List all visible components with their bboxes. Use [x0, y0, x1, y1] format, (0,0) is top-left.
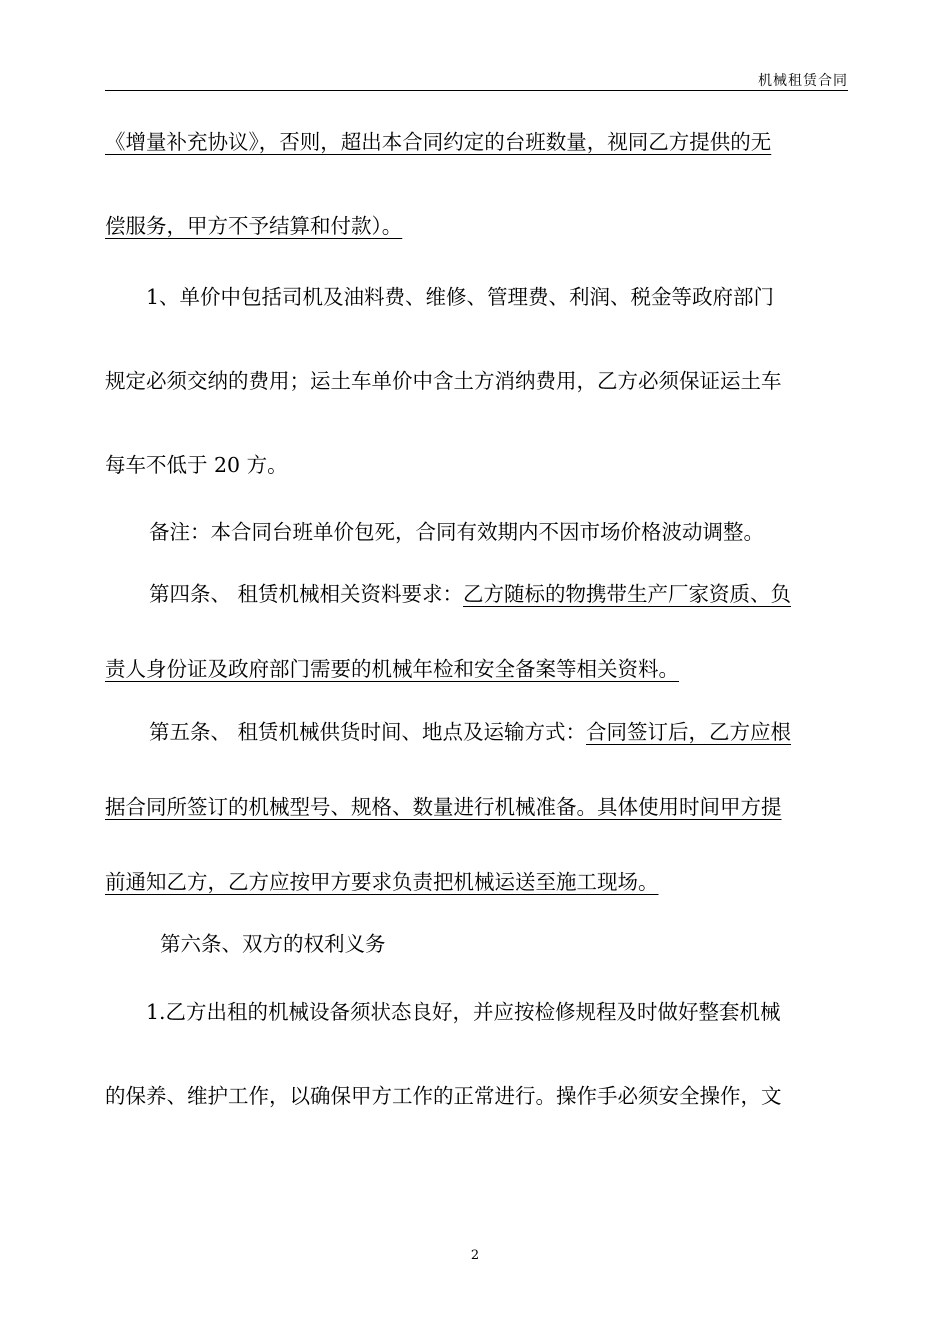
body-line-10: 据合同所签订的机械型号、规格、数量进行机械准备。具体使用时间甲方提: [105, 795, 782, 819]
header-title: 机械租赁合同: [758, 73, 848, 89]
body-line-2: 偿服务，甲方不予结算和付款）。: [105, 214, 403, 238]
article-4-label: 第四条、 租赁机械相关资料要求：: [149, 582, 464, 606]
body-line-7: [149, 580, 791, 608]
article-4-text: 乙方随标的物携带生产厂家资质、负: [463, 582, 792, 606]
body-line-1: 《增量补充协议》，否则，超出本合同约定的台班数量，视同乙方提供的无: [105, 130, 772, 154]
article-5-label: 第五条、 租赁机械供货时间、地点及运输方式：: [149, 720, 587, 744]
header-rule: [105, 90, 848, 91]
body-line-9: [149, 718, 791, 746]
body-line-13: 1.乙方出租的机械设备须状态良好，并应按检修规程及时做好整套机械: [146, 1000, 781, 1024]
body-line-4: 规定必须交纳的费用；运土车单价中含土方消纳费用，乙方必须保证运土车: [105, 369, 782, 393]
body-line-8: 责人身份证及政府部门需要的机械年检和安全备案等相关资料。: [105, 657, 679, 681]
body-line-5: 每车不低于 20 方。: [105, 453, 288, 477]
body-line-3: 1、单价中包括司机及油料费、维修、管理费、利润、税金等政府部门: [146, 285, 775, 309]
body-line-14: 的保养、维护工作，以确保甲方工作的正常进行。操作手必须安全操作，文: [105, 1084, 782, 1108]
body-line-11: 前通知乙方，乙方应按甲方要求负责把机械运送至施工现场。: [105, 870, 659, 894]
page-number: 2: [470, 1248, 480, 1263]
body-line-12: 第六条、双方的权利义务: [160, 932, 386, 956]
body-line-6: 备注：本合同台班单价包死，合同有效期内不因市场价格波动调整。: [149, 520, 764, 544]
article-5-text: 合同签订后，乙方应根: [586, 720, 792, 744]
